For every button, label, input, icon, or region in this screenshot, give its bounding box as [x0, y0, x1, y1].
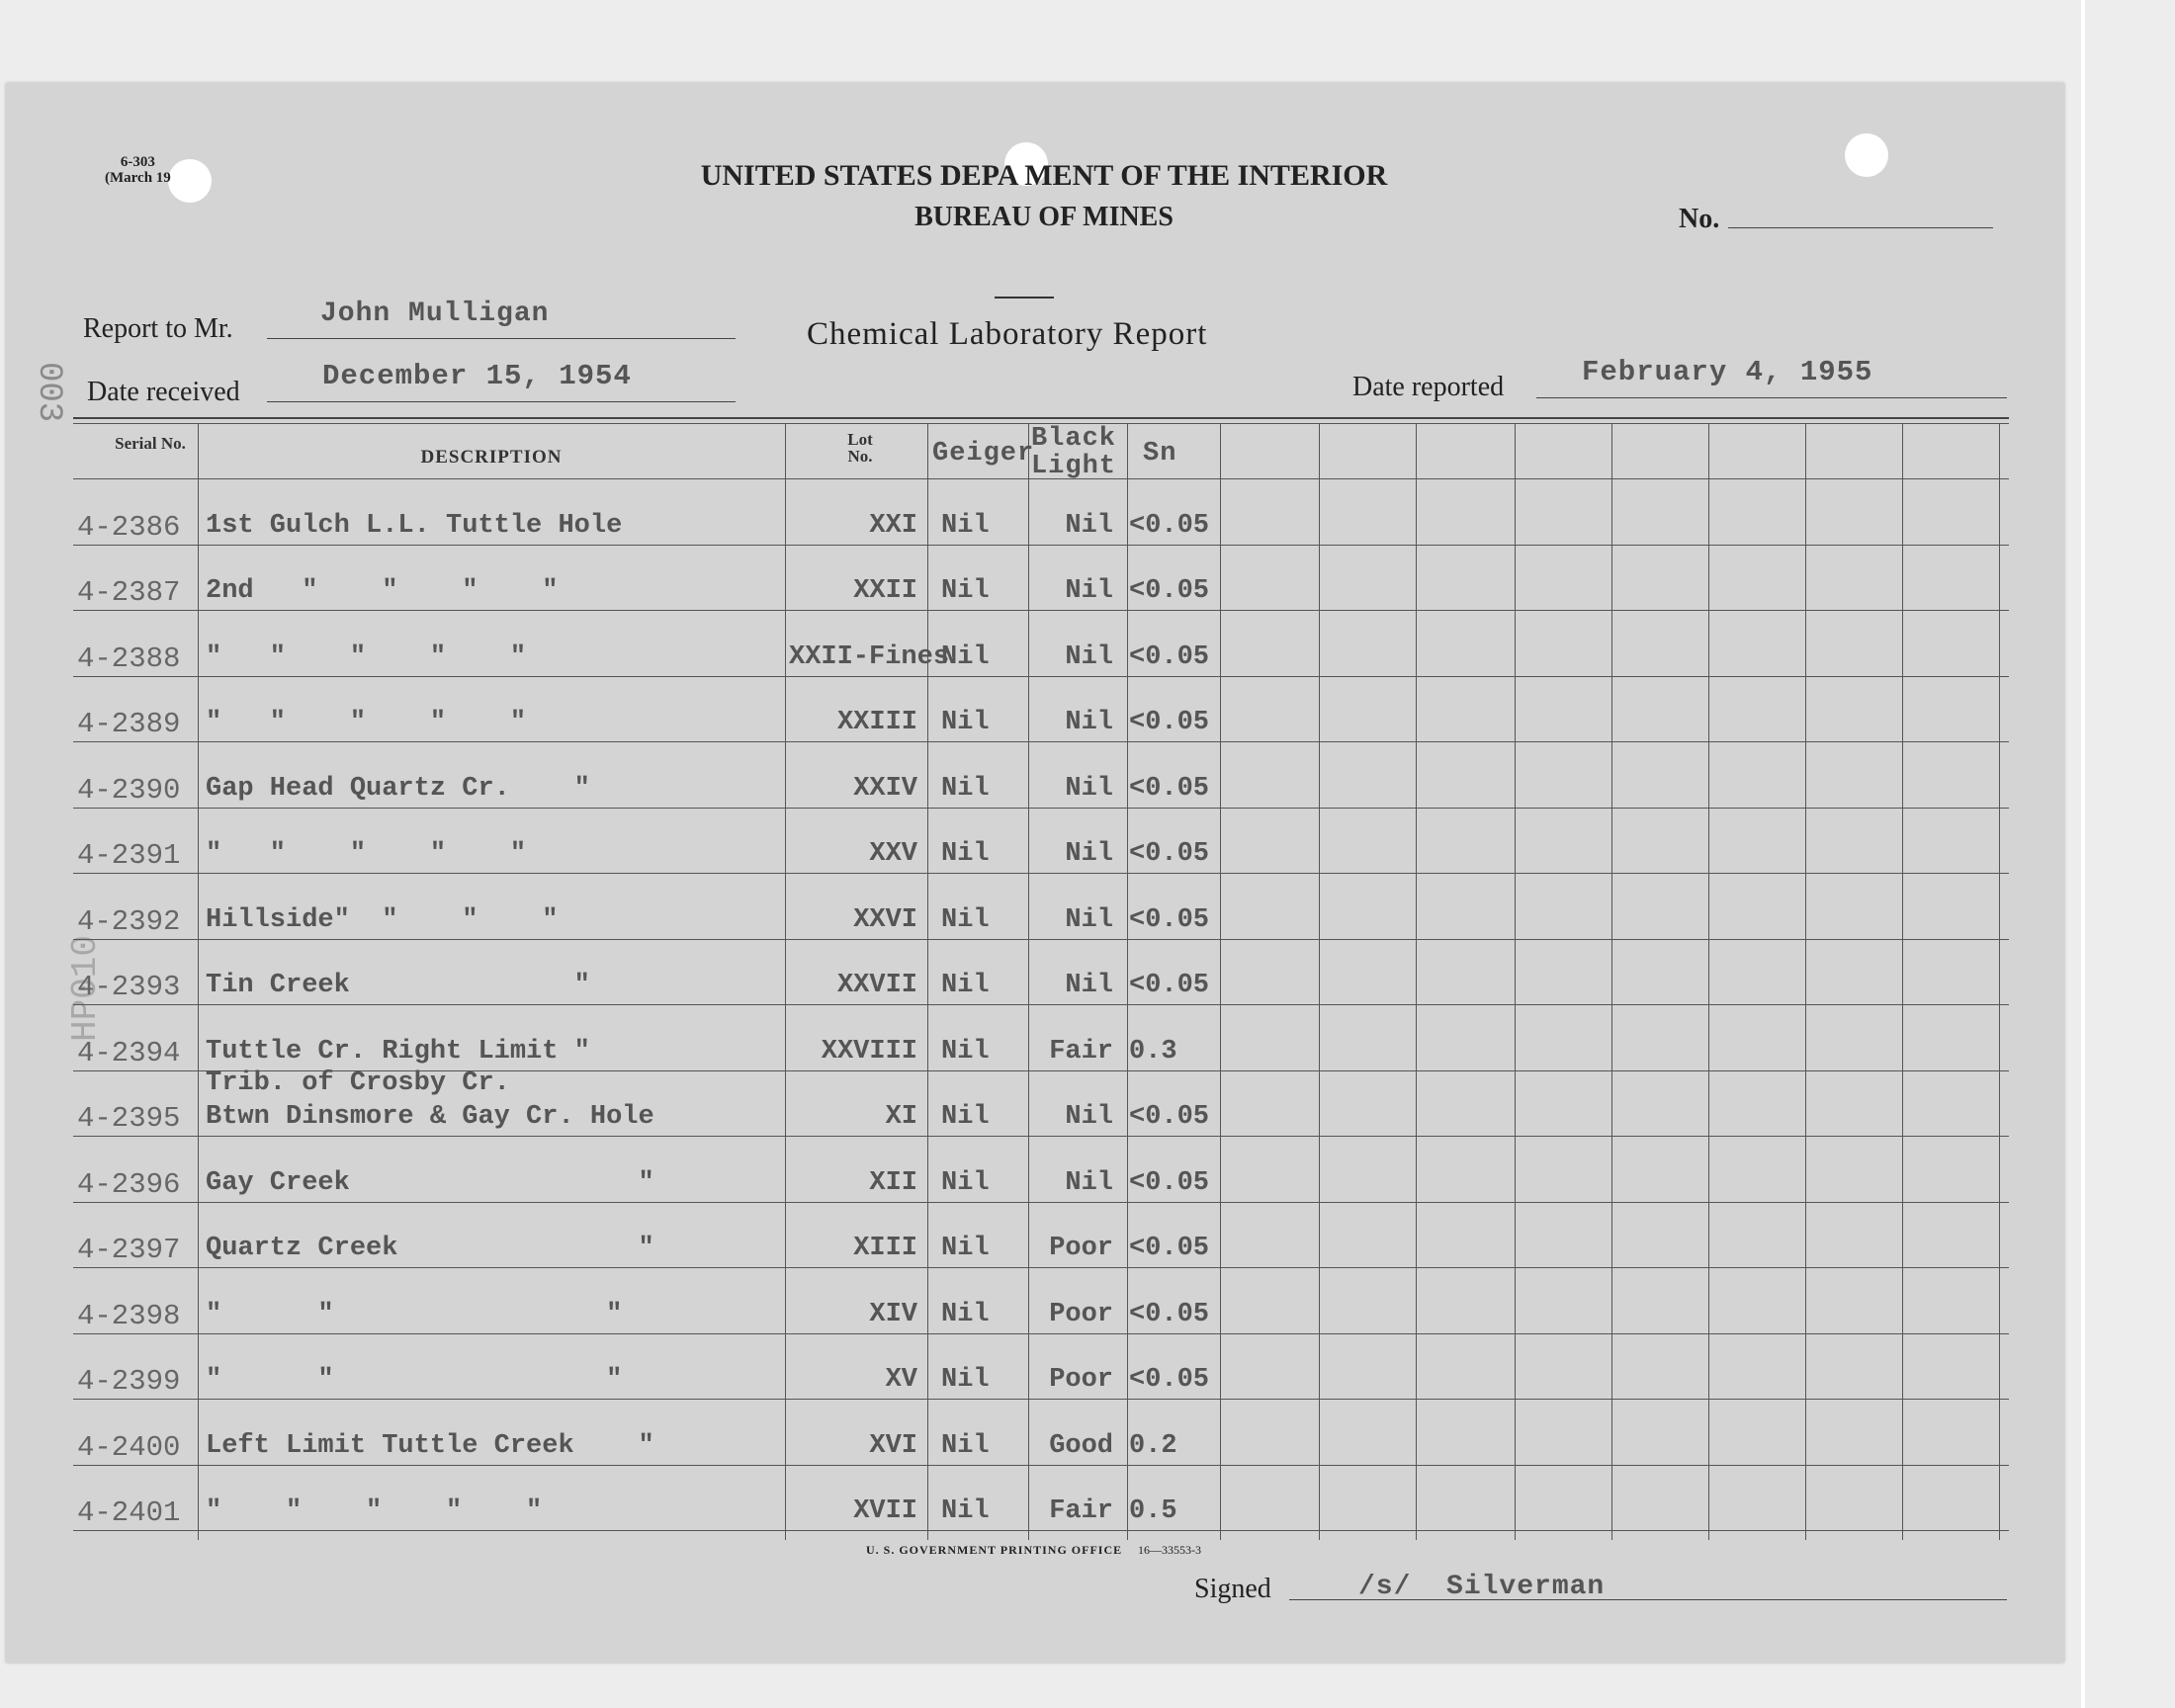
column-rule [1127, 423, 1128, 1540]
row-rule [73, 741, 2009, 742]
date-received-field [267, 401, 736, 402]
date-reported-value: February 4, 1955 [1582, 356, 1873, 388]
description-cell: 1st Gulch L.L. Tuttle Hole [206, 510, 623, 541]
form-date-text: (March 19 [105, 170, 171, 186]
lot-cell: XXIV [853, 773, 917, 804]
agency-title: UNITED STATES DEPA MENT OF THE INTERIOR [700, 159, 1388, 192]
header-geiger: Geiger [932, 439, 1035, 469]
geiger-cell: Nil [941, 1299, 990, 1329]
serial-cell: 4-2389 [77, 708, 181, 740]
geiger-cell: Nil [941, 1365, 990, 1395]
geiger-cell: Nil [941, 708, 990, 737]
serial-cell: 4-2399 [77, 1365, 181, 1398]
date-reported-field [1536, 397, 2007, 398]
sn-cell: <0.05 [1129, 971, 1210, 1000]
report-title: Chemical Laboratory Report [807, 316, 1208, 352]
sn-cell: <0.05 [1129, 576, 1210, 606]
column-rule [198, 423, 199, 1540]
black-light-cell: Good [1049, 1430, 1113, 1461]
row-rule [73, 1465, 2009, 1466]
title-rule [995, 297, 1054, 299]
serial-cell: 4-2397 [77, 1234, 181, 1266]
sn-cell: 0.5 [1129, 1496, 1177, 1526]
lot-cell: XXII [853, 576, 917, 606]
column-rule [1999, 423, 2000, 1540]
description-cell: " " " [206, 1365, 623, 1395]
row-rule [73, 1004, 2009, 1005]
lot-cell: XV [885, 1365, 917, 1395]
geiger-cell: Nil [941, 641, 990, 672]
column-rule [1416, 423, 1417, 1540]
printing-office: U. S. GOVERNMENT PRINTING OFFICE [866, 1543, 1123, 1557]
column-rule [927, 423, 928, 1540]
description-cell: Btwn Dinsmore & Gay Cr. Hole [206, 1102, 654, 1132]
sn-cell: <0.05 [1129, 904, 1210, 935]
signed-value: /s/ Silverman [1358, 1572, 1606, 1602]
margin-stamp-top: 003 [30, 362, 67, 423]
printing-code: 16—33553-3 [1138, 1543, 1201, 1557]
geiger-cell: Nil [941, 576, 990, 606]
form-number [105, 154, 171, 186]
sn-cell: <0.05 [1129, 641, 1210, 672]
black-light-cell: Nil [1065, 839, 1113, 869]
sn-cell: <0.05 [1129, 839, 1210, 869]
description-cell: " " " " " [206, 839, 527, 869]
report-to-field [267, 338, 736, 339]
serial-cell: 4-2394 [77, 1036, 181, 1069]
lot-cell: XXVIII [821, 1036, 917, 1067]
column-rule [1708, 423, 1709, 1540]
description-cell: Quartz Creek " [206, 1234, 654, 1263]
row-rule [73, 610, 2009, 611]
lot-cell: XII [869, 1167, 917, 1198]
margin-stamp-side: HP010 [65, 934, 106, 1042]
row-rule [73, 545, 2009, 546]
description-cell: " " " [206, 1299, 623, 1329]
lot-cell: XXII-Fines [789, 641, 950, 672]
description-cell: " " " " " [206, 708, 527, 737]
column-rule [1028, 423, 1029, 1540]
black-light-cell: Poor [1049, 1365, 1113, 1395]
geiger-cell: Nil [941, 510, 990, 541]
header-description: DESCRIPTION [420, 447, 563, 468]
column-rule [1902, 423, 1903, 1540]
punch-hole [168, 159, 212, 203]
description-cell: Tuttle Cr. Right Limit " [206, 1036, 590, 1067]
sn-cell: <0.05 [1129, 1234, 1210, 1263]
date-received-label: Date received [87, 377, 240, 407]
black-light-cell: Nil [1065, 708, 1113, 737]
description-line1-cell: Trib. of Crosby Cr. [206, 1068, 510, 1098]
sn-cell: <0.05 [1129, 1365, 1210, 1395]
black-light-cell: Nil [1065, 904, 1113, 935]
date-received-value: December 15, 1954 [322, 360, 632, 392]
serial-cell: 4-2388 [77, 641, 181, 675]
geiger-cell: Nil [941, 1167, 990, 1198]
row-rule [73, 1267, 2009, 1268]
serial-cell: 4-2398 [77, 1299, 181, 1332]
lab-report-sheet [6, 83, 2064, 1663]
lot-cell: XVII [853, 1496, 917, 1526]
bureau-title: BUREAU OF MINES [914, 202, 1174, 232]
header-black-light: Black Light [1030, 424, 1116, 481]
lot-cell: XXVII [836, 971, 917, 1000]
black-light-cell: Nil [1065, 641, 1113, 672]
row-rule [73, 873, 2009, 874]
black-light-cell: Nil [1065, 1167, 1113, 1198]
header-sn: Sn [1143, 439, 1177, 469]
black-light-cell: Nil [1065, 1102, 1113, 1132]
lot-cell: XXIII [836, 708, 917, 737]
column-rule [1220, 423, 1221, 1540]
report-to-value: John Mulligan [320, 299, 550, 329]
row-rule [73, 1530, 2009, 1531]
column-rule [1805, 423, 1806, 1540]
sn-cell: <0.05 [1129, 510, 1210, 541]
geiger-cell: Nil [941, 971, 990, 1000]
column-rule [1611, 423, 1612, 1540]
description-cell: Gay Creek " [206, 1167, 654, 1198]
lot-cell: XIII [853, 1234, 917, 1263]
lot-cell: XXI [869, 510, 917, 541]
no-field [1728, 227, 1993, 228]
column-rule [1515, 423, 1516, 1540]
row-rule [73, 1399, 2009, 1400]
description-cell: " " " " " [206, 1496, 543, 1526]
lot-cell: XI [885, 1102, 917, 1132]
serial-cell: 4-2392 [77, 904, 181, 938]
sn-cell: 0.2 [1129, 1430, 1177, 1461]
column-rule [1319, 423, 1320, 1540]
row-rule [73, 939, 2009, 940]
serial-cell: 4-2400 [77, 1430, 181, 1464]
serial-cell: 4-2401 [77, 1496, 181, 1529]
black-light-cell: Fair [1049, 1496, 1113, 1526]
description-cell: Hillside" " " " [206, 904, 559, 935]
geiger-cell: Nil [941, 773, 990, 804]
sheet-edge [2081, 0, 2085, 1708]
row-rule [73, 1136, 2009, 1137]
description-cell: " " " " " [206, 641, 527, 672]
punch-hole [1845, 133, 1888, 177]
black-light-cell: Poor [1049, 1299, 1113, 1329]
black-light-cell: Fair [1049, 1036, 1113, 1067]
lot-cell: XIV [869, 1299, 917, 1329]
serial-cell: 4-2396 [77, 1167, 181, 1201]
sn-cell: <0.05 [1129, 1299, 1210, 1329]
row-rule [73, 1202, 2009, 1203]
serial-cell: 4-2386 [77, 510, 181, 544]
description-cell: Gap Head Quartz Cr. " [206, 773, 590, 804]
row-rule [73, 808, 2009, 809]
row-rule [73, 1333, 2009, 1334]
sn-cell: 0.3 [1129, 1036, 1177, 1067]
geiger-cell: Nil [941, 839, 990, 869]
geiger-cell: Nil [941, 904, 990, 935]
row-rule [73, 676, 2009, 677]
date-reported-label: Date reported [1352, 372, 1505, 402]
black-light-cell: Nil [1065, 576, 1113, 606]
report-to-label: Report to Mr. [83, 313, 233, 344]
black-light-cell: Nil [1065, 773, 1113, 804]
no-label: No. [1679, 204, 1720, 234]
sn-cell: <0.05 [1129, 1102, 1210, 1132]
table-top-rule [73, 417, 2009, 419]
lot-cell: XVI [869, 1430, 917, 1461]
sn-cell: <0.05 [1129, 708, 1210, 737]
geiger-cell: Nil [941, 1036, 990, 1067]
black-light-cell: Nil [1065, 971, 1113, 1000]
header-serial: Serial No. [115, 434, 186, 453]
serial-cell: 4-2395 [77, 1102, 181, 1135]
sn-cell: <0.05 [1129, 1167, 1210, 1198]
geiger-cell: Nil [941, 1496, 990, 1526]
description-cell: Tin Creek " [206, 971, 590, 1000]
black-light-cell: Poor [1049, 1234, 1113, 1263]
geiger-cell: Nil [941, 1430, 990, 1461]
serial-cell: 4-2393 [77, 971, 181, 1003]
column-rule [785, 423, 786, 1540]
serial-cell: 4-2390 [77, 773, 181, 807]
signed-label: Signed [1194, 1574, 1271, 1604]
serial-cell: 4-2391 [77, 839, 181, 872]
serial-cell: 4-2387 [77, 576, 181, 609]
description-cell: Left Limit Tuttle Creek " [206, 1430, 654, 1461]
geiger-cell: Nil [941, 1102, 990, 1132]
lot-cell: XXV [869, 839, 917, 869]
sn-cell: <0.05 [1129, 773, 1210, 804]
header-lot: Lot No. [847, 430, 873, 466]
description-cell: 2nd " " " " [206, 576, 559, 606]
black-light-cell: Nil [1065, 510, 1113, 541]
form-number-text: 6-303 [120, 154, 155, 170]
lot-cell: XXVI [853, 904, 917, 935]
geiger-cell: Nil [941, 1234, 990, 1263]
